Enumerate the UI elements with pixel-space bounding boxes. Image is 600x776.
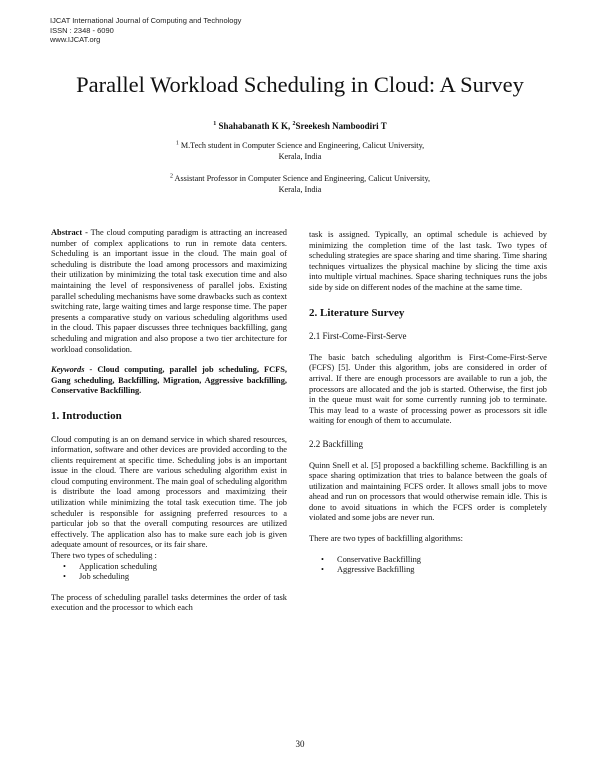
intro-paragraph-2: The process of scheduling parallel tasks determines the order of task execution and the processor to which each [51,592,287,613]
affiliation-1-line2: Kerala, India [278,152,322,161]
affiliation-2 [140,173,460,195]
journal-name: IJCAT International Journal of Computing and Technology [50,16,242,25]
list-item: • Application scheduling [79,562,287,573]
backfilling-types-intro: There are two types of backfilling algorithms: [309,534,463,544]
backfilling-paragraph: Quinn Snell et al. [5] proposed a backfilling scheme. Backfilling is an space sharing optimization that tries to balance between the goals of utilization and maintaining FCFS order. It allows small jobs to move ahead and run on processors that would otherwise remain idle. This is done to avoid situations in which the FCFS order is completely violated and some jobs are never run. [309,460,547,523]
keywords-heading: Keywords - [51,365,93,375]
keywords-text: Cloud computing, parallel job scheduling, FCFS, Gang scheduling, Backfilling, Migration, Aggressive backfilling, Conservative Backfilling. [51,365,287,396]
paper-title: Parallel Workload Scheduling in Cloud: A Survey [76,72,524,97]
list-item: • Aggressive Backfilling [337,565,547,576]
page-number: 30 [295,739,305,749]
list-item: • Job scheduling [79,572,287,583]
keywords [51,365,287,397]
fcfs-paragraph: The basic batch scheduling algorithm is First-Come-First-Serve (FCFS) [5]. Under this algorithm, jobs are considered in order of arrival. If there are enough processors are available to run a job, the processors are allocated and the job is started. Otherwise, the first job in the queue must wait for some currently running job to terminate. This may lead to a waste of processing power as processors sit idle waiting for enough of them to accumulate. [309,352,547,426]
backfilling-types-list [309,555,547,576]
left-column [51,228,287,614]
author1-superscript: 1 [213,121,217,127]
intro-types-intro: There two types of scheduling : [51,551,157,561]
affiliation-1 [140,140,460,162]
scheduling-types-list [51,562,287,583]
affiliation-2-line2: Kerala, India [278,185,322,194]
abstract-text: The cloud computing paradigm is attracting an increased number of complex applications to run in remote data centers. Scheduling is an important issue in the cloud. The main goal of scheduling is distribute the load among processors and maximizing their utilization by minimizing the total task execution time and also maintaining the level of responsiveness of parallel jobs. Existing parallel scheduling mechanisms have some drawbacks such as context switching rate, large waiting times and large response time. The paper presents a comparative study on various scheduling algorithms used in the cloud. This papaer discusses three techniques backfilling, gang scheduling and migration and also propose a two tier architecture for workload consolidation. [51,228,287,354]
subsection-fcfs-heading: 2.1 First-Come-First-Serve [309,331,407,342]
author2-superscript: 2 [292,121,296,127]
abstract-heading: Abstract - [51,228,88,237]
affiliation-1-superscript: 1 [175,140,179,147]
journal-site[interactable]: www.IJCAT.org [50,35,101,44]
intro-paragraph-1: Cloud computing is an on demand service in which shared resources, information, software and other devices are provided according to the clients requirement at specific time. Scheduling jobs is an important issue in the cloud. There are various scheduling algorithm exist in cloud computing environment. The main goal of scheduling algorithm is distribute the load among processors and maximizing their utilization while minimizing the total task execution time. The job scheduler is responsible for assigning preferred resources to a particular job so that the overall computing resources are utilized effectively. The application also has to make sure each job is given adequate amount of resources, or its fair share. [51,434,287,550]
author1-name: Shahabanath K K, [218,121,291,131]
section-introduction-heading: 1. Introduction [51,409,122,422]
affiliation-2-line1: Assistant Professor in Computer Science and Engineering, Calicut University, [174,174,431,183]
list-item: • Conservative Backfilling [337,555,547,566]
section-literature-survey-heading: 2. Literature Survey [309,306,405,319]
affiliation-2-superscript: 2 [169,173,173,180]
affiliation-1-line1: M.Tech student in Computer Science and Engineering, Calicut University, [180,141,425,150]
intro-paragraph-continued: task is assigned. Typically, an optimal schedule is achieved by minimizing the completion time of the last task. Two types of scheduling strategies are space sharing and time sharing. Time sharing techniques virtualizes the physical machine by slicing the time axis into multiple virtual machines. Space sharing techniques runs the jobs side by side on different nodes of the machine at the same time. [309,230,547,292]
author2-name: Sreekesh Namboodiri T [295,121,387,131]
subsection-backfilling-heading: 2.2 Backfilling [309,438,363,449]
journal-issn: ISSN : 2348 - 6090 [50,25,114,35]
abstract [51,228,287,355]
journal-header [50,16,241,45]
author-line [0,121,600,131]
right-column [309,230,547,576]
